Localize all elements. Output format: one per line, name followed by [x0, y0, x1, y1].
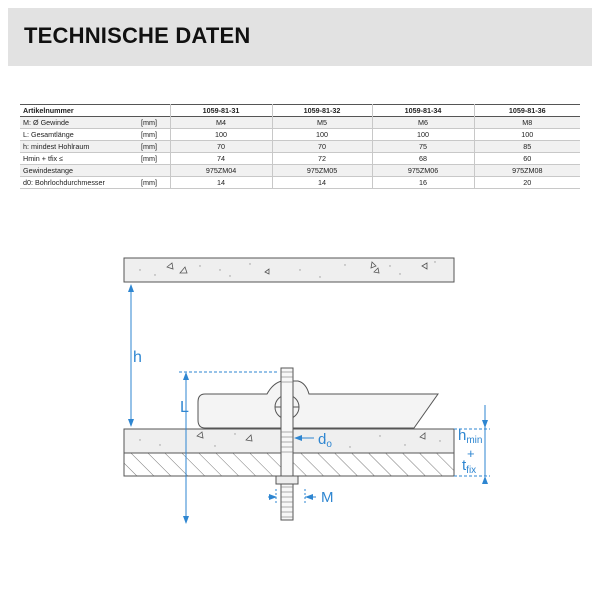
row-label: M: Ø Gewinde	[23, 118, 69, 127]
row-label: d0: Bohrlochdurchmesser	[23, 178, 105, 187]
table-cell: 75	[372, 141, 474, 153]
table-header-cell: 1059-81-36	[474, 105, 580, 117]
table-cell: M4	[170, 117, 272, 129]
table-header-cell: 1059-81-34	[372, 105, 474, 117]
toggle-wing	[198, 381, 438, 428]
table-cell: 68	[372, 153, 474, 165]
table-cell: 70	[272, 141, 372, 153]
table-cell: M6	[372, 117, 474, 129]
table-cell: 20	[474, 177, 580, 189]
label-h: h	[133, 349, 142, 366]
row-label: h: mindest Hohlraum	[23, 142, 90, 151]
row-unit: [mm]	[138, 177, 170, 189]
label-tfix: $t_{fix}$	[462, 457, 477, 476]
table-header-cell: 1059-81-31	[170, 105, 272, 117]
table-cell: 975ZM05	[272, 165, 372, 177]
table-cell: 72	[272, 153, 372, 165]
row-label: Hmin + tfix ≤	[23, 154, 64, 163]
label-d0: $d_o$	[318, 431, 332, 450]
table-header-cell: 1059-81-32	[272, 105, 372, 117]
page-title: TECHNISCHE DATEN	[24, 23, 251, 48]
row-unit: [mm]	[138, 141, 170, 153]
table-cell: M5	[272, 117, 372, 129]
row-label: Gewindestange	[23, 166, 73, 175]
table-cell: 16	[372, 177, 474, 189]
table-cell: 14	[170, 177, 272, 189]
table-cell: 975ZM08	[474, 165, 580, 177]
table-cell: 975ZM04	[170, 165, 272, 177]
upper-concrete-slab	[124, 258, 454, 282]
table-cell: 100	[170, 129, 272, 141]
table-cell: 100	[372, 129, 474, 141]
row-unit: [mm]	[138, 129, 170, 141]
row-unit: [mm]	[138, 153, 170, 165]
label-plus: +	[467, 446, 475, 461]
table-cell: 85	[474, 141, 580, 153]
table-cell: 74	[170, 153, 272, 165]
table-cell: 14	[272, 177, 372, 189]
table-cell: 60	[474, 153, 580, 165]
label-M: M	[321, 489, 334, 506]
row-unit: [mm]	[138, 117, 170, 129]
label-hmin: $h_{min}$	[458, 427, 483, 446]
table-cell: 100	[474, 129, 580, 141]
table-cell: 975ZM06	[372, 165, 474, 177]
label-L: L	[180, 399, 189, 416]
table-cell: M8	[474, 117, 580, 129]
table-cell: 100	[272, 129, 372, 141]
table-header-label: Artikelnummer	[23, 106, 74, 115]
row-label: L: Gesamtlänge	[23, 130, 74, 139]
table-cell: 70	[170, 141, 272, 153]
